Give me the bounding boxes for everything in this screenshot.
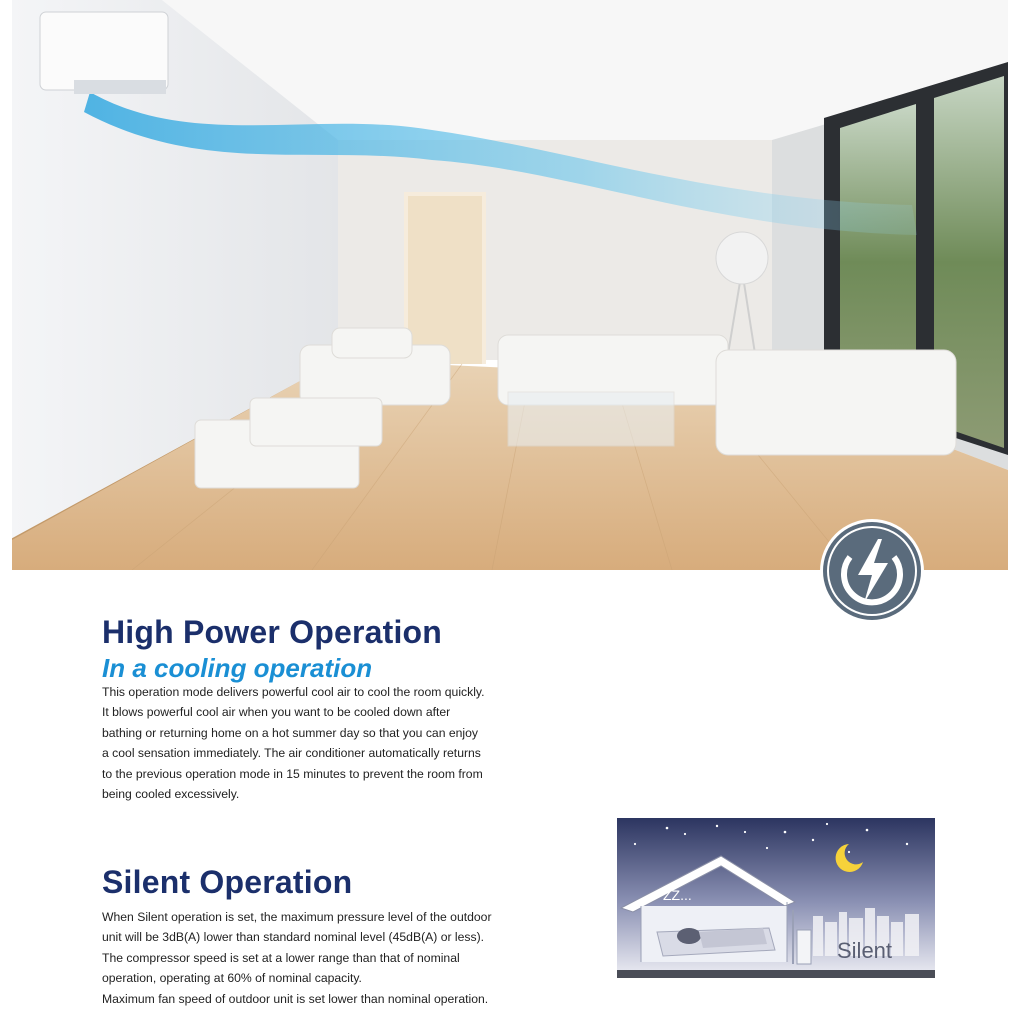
paragraph-line: a cool sensation immediately. The air conditioner automatically returns xyxy=(102,746,481,761)
paragraph-line: bathing or returning home on a hot summer day so that you can enjoy xyxy=(102,725,479,740)
silent-title: Silent Operation xyxy=(102,864,353,900)
high-power-title: High Power Operation xyxy=(102,614,443,650)
paragraph-line: This operation mode delivers powerful cool air to cool the room quickly. xyxy=(102,685,485,699)
silent-section xyxy=(102,866,492,1009)
paragraph-line: to the previous operation mode in 15 minutes to prevent the room from xyxy=(102,766,483,781)
high-power-subtitle: In a cooling operation xyxy=(102,653,373,683)
silent-night-illustration xyxy=(617,818,935,980)
living-room-photo xyxy=(12,0,1008,570)
paragraph-line: unit will be 3dB(A) lower than standard nominal level (45dB(A) or less). xyxy=(102,930,485,945)
paragraph-line: It blows powerful cool air when you want to be cooled down after xyxy=(102,705,451,720)
high-power-section xyxy=(102,616,485,804)
lightning-power-icon xyxy=(818,517,926,625)
silent-description xyxy=(102,907,492,1009)
sleep-zz-text: ZZ... xyxy=(663,887,692,903)
paragraph-line: The compressor speed is set at a lower range than that of nominal xyxy=(102,950,460,965)
paragraph-line: operation, operating at 60% of nominal capacity. xyxy=(102,971,362,986)
paragraph-line: being cooled excessively. xyxy=(102,787,240,802)
paragraph-line: Maximum fan speed of outdoor unit is set lower than nominal operation. xyxy=(102,991,489,1006)
air-conditioner-icon xyxy=(40,12,168,94)
paragraph-line: When Silent operation is set, the maximum pressure level of the outdoor xyxy=(102,910,492,924)
high-power-description xyxy=(102,682,485,804)
silent-label: Silent xyxy=(837,938,893,963)
